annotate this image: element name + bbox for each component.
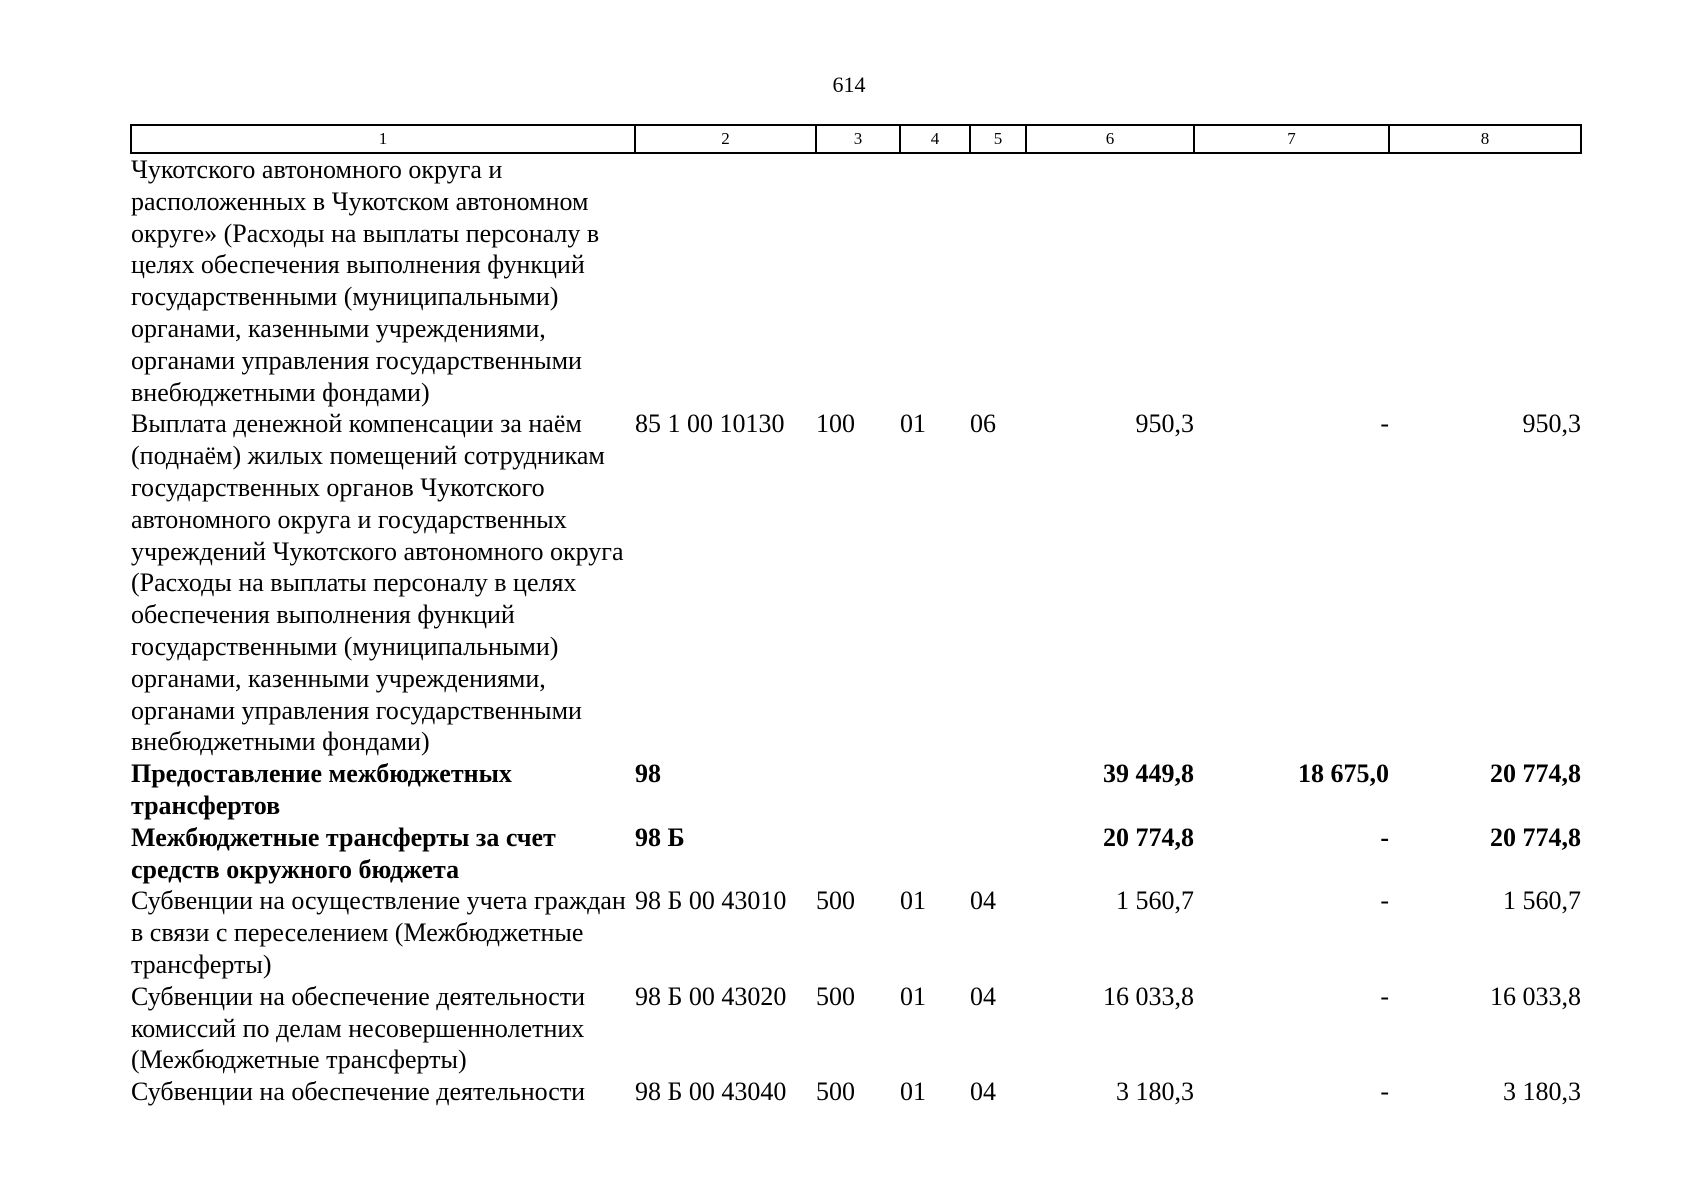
row-rz: 01 bbox=[900, 981, 926, 1011]
column-header-2: 2 bbox=[635, 125, 816, 153]
row-pr: 04 bbox=[970, 1077, 996, 1107]
page-number: 614 bbox=[832, 72, 866, 97]
table-row bbox=[131, 1076, 1581, 1108]
row-code bbox=[635, 153, 816, 408]
row-rz: 01 bbox=[900, 1077, 926, 1107]
row-name: Чукотского автономного округа и расположенных в Чукотском автономном округе» (Расходы на выплаты персоналу в целях обеспечения выполнения функций государственными (муниципальными) органами, казенными учреждениями, органами управления государственными внебюджетными фондами) bbox=[131, 155, 600, 407]
table-row bbox=[131, 822, 1581, 886]
row-rz: 01 bbox=[900, 886, 926, 916]
row-pr bbox=[970, 153, 1026, 408]
row-code: 85 1 00 10130 bbox=[635, 409, 785, 439]
table-row bbox=[131, 153, 1581, 408]
row-vr bbox=[816, 153, 900, 408]
row-code: 98 Б 00 43040 bbox=[635, 1077, 787, 1107]
table-row bbox=[131, 981, 1581, 1076]
row-rz bbox=[900, 758, 970, 822]
row-col7: - bbox=[1380, 822, 1389, 852]
row-rz: 01 bbox=[900, 409, 926, 439]
row-code: 98 bbox=[635, 759, 661, 789]
row-name: Выплата денежной компенсации за наём (поднаём) жилых помещений сотрудникам государственных органов Чукотского автономного округа и государственных учреждений Чукотского автономного округа (Расходы на выплаты персоналу в целях обеспечения выполнения функций государственными (муниципальными) органами, казенными учреждениями, органами управления государственными внебюджетными фондами) bbox=[131, 409, 624, 757]
row-col7: - bbox=[1380, 409, 1389, 439]
row-total: 16 033,8 bbox=[1103, 981, 1194, 1011]
row-name: Субвенции на обеспечение деятельности комиссий по делам несовершеннолетних (Межбюджетные трансферты) bbox=[131, 981, 586, 1075]
row-col8: 3 180,3 bbox=[1503, 1077, 1581, 1107]
row-vr: 500 bbox=[816, 1077, 855, 1107]
column-header-8: 8 bbox=[1389, 125, 1581, 153]
column-header-3: 3 bbox=[816, 125, 900, 153]
row-vr bbox=[816, 758, 900, 822]
column-header-7: 7 bbox=[1194, 125, 1389, 153]
row-col8: 20 774,8 bbox=[1490, 822, 1581, 852]
row-code: 98 Б 00 43010 bbox=[635, 886, 787, 916]
budget-table bbox=[130, 124, 1582, 1108]
row-rz bbox=[900, 153, 970, 408]
column-number-row bbox=[131, 125, 1581, 153]
row-code: 98 Б bbox=[635, 822, 685, 852]
row-vr: 500 bbox=[816, 886, 855, 916]
row-name: Межбюджетные трансферты за счет средств окружного бюджета bbox=[131, 822, 556, 884]
row-pr: 04 bbox=[970, 981, 996, 1011]
row-total: 20 774,8 bbox=[1103, 822, 1194, 852]
row-col8: 1 560,7 bbox=[1503, 886, 1581, 916]
row-pr: 06 bbox=[970, 409, 996, 439]
row-name: Субвенции на осуществление учета граждан в связи с переселением (Межбюджетные трансферты) bbox=[131, 886, 626, 979]
row-col7: 18 675,0 bbox=[1298, 759, 1389, 789]
column-header-6: 6 bbox=[1026, 125, 1194, 153]
row-pr: 04 bbox=[970, 886, 996, 916]
row-vr bbox=[816, 822, 900, 886]
row-col7: - bbox=[1380, 981, 1389, 1011]
row-code: 98 Б 00 43020 bbox=[635, 981, 787, 1011]
row-col8: 950,3 bbox=[1522, 409, 1581, 439]
row-col7 bbox=[1194, 153, 1389, 408]
row-total: 3 180,3 bbox=[1116, 1077, 1194, 1107]
row-col7: - bbox=[1380, 886, 1389, 916]
table-row bbox=[131, 885, 1581, 980]
row-pr bbox=[970, 758, 1026, 822]
row-vr: 500 bbox=[816, 981, 855, 1011]
row-name: Предоставление межбюджетных трансфертов bbox=[131, 759, 512, 820]
column-header-1: 1 bbox=[131, 125, 635, 153]
row-col8: 16 033,8 bbox=[1490, 981, 1581, 1011]
row-total bbox=[1026, 153, 1194, 408]
row-name: Субвенции на обеспечение деятельности bbox=[131, 1077, 586, 1107]
row-col8: 20 774,8 bbox=[1490, 759, 1581, 789]
row-col8 bbox=[1389, 153, 1581, 408]
row-total: 950,3 bbox=[1135, 409, 1194, 439]
column-header-4: 4 bbox=[900, 125, 970, 153]
table-row bbox=[131, 758, 1581, 822]
row-col7: - bbox=[1380, 1077, 1389, 1107]
column-header-5: 5 bbox=[970, 125, 1026, 153]
row-pr bbox=[970, 822, 1026, 886]
row-rz bbox=[900, 822, 970, 886]
row-total: 39 449,8 bbox=[1103, 759, 1194, 789]
row-total: 1 560,7 bbox=[1116, 886, 1194, 916]
table-row bbox=[131, 408, 1581, 758]
row-vr: 100 bbox=[816, 409, 855, 439]
